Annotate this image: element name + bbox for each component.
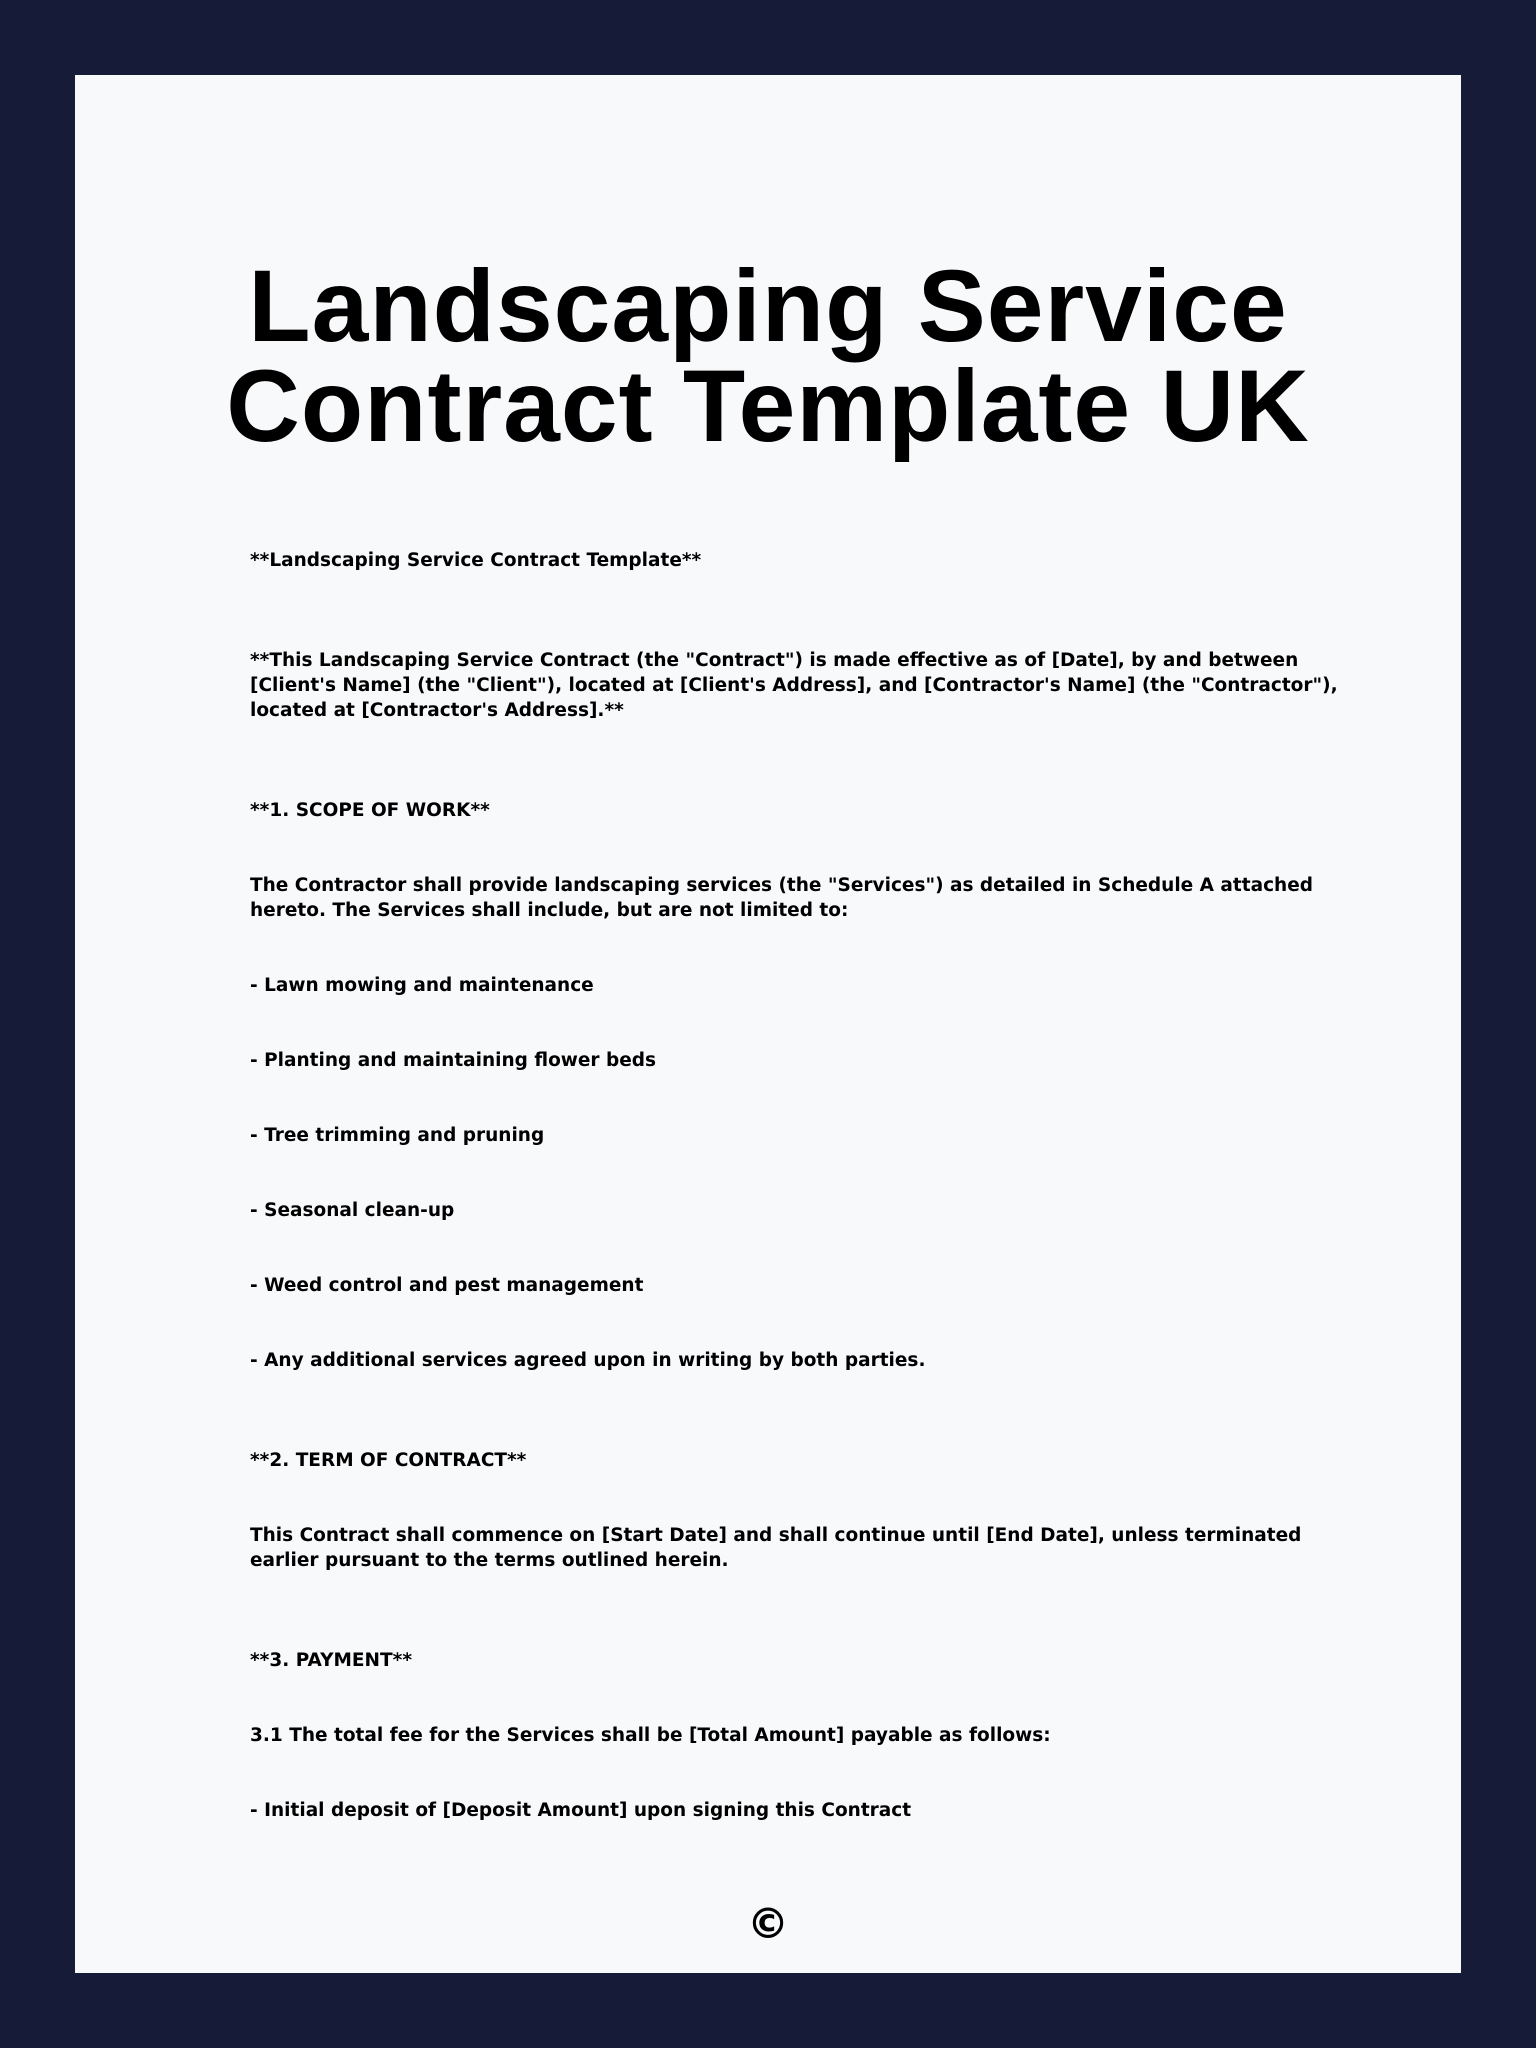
list-item-tree-trimming: - Tree trimming and pruning xyxy=(250,1125,545,1146)
list-item-initial-deposit: - Initial deposit of [Deposit Amount] upon signing this Contract xyxy=(250,1800,912,1821)
copyright-icon: © xyxy=(747,1899,789,1948)
heading-term-of-contract: **2. TERM OF CONTRACT** xyxy=(250,1450,527,1471)
list-item-flower-beds: - Planting and maintaining flower beds xyxy=(250,1050,657,1071)
paragraph-template-heading: **Landscaping Service Contract Template** xyxy=(250,550,702,571)
document-body xyxy=(250,548,1350,1823)
list-item-additional-services: - Any additional services agreed upon in writing by both parties. xyxy=(250,1350,926,1371)
paragraph-scope-description: The Contractor shall provide landscaping services (the "Services") as detailed in Schedule A attached hereto. The Services shall include, but are not limited to: xyxy=(250,875,1314,921)
document-page xyxy=(75,75,1461,1973)
list-item-weed-control: - Weed control and pest management xyxy=(250,1275,644,1296)
paragraph-total-fee: 3.1 The total fee for the Services shall be [Total Amount] payable as follows: xyxy=(250,1725,1051,1746)
paragraph-term-description: This Contract shall commence on [Start Date] and shall continue until [End Date], unless terminated earlier pursuant to the terms outlined herein. xyxy=(250,1525,1302,1571)
list-item-lawn-mowing: - Lawn mowing and maintenance xyxy=(250,975,594,996)
heading-scope-of-work: **1. SCOPE OF WORK** xyxy=(250,800,490,821)
list-item-seasonal-cleanup: - Seasonal clean-up xyxy=(250,1200,455,1221)
paragraph-preamble: **This Landscaping Service Contract (the "Contract") is made effective as of [Date], by and between [Client's Name] (the "Client"), located at [Client's Address], and [Contractor's Name] (the "Contractor"), located at [Contractor's Address].** xyxy=(250,650,1338,721)
heading-payment: **3. PAYMENT** xyxy=(250,1650,412,1671)
document-title: Landscaping Service Contract Template UK xyxy=(226,249,1310,463)
